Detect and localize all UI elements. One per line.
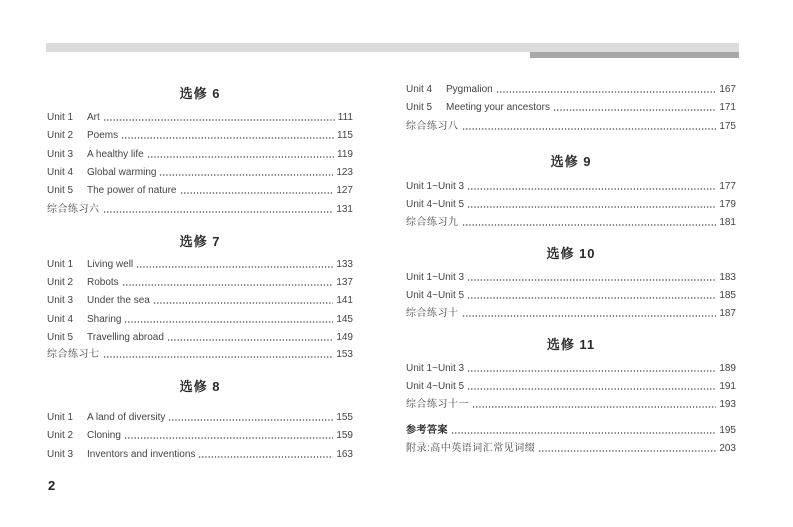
section-heading-elective-6: 选修 6 — [179, 86, 221, 101]
unit-label: Unit 4 — [406, 84, 433, 95]
toc-entry-review[interactable] — [406, 307, 736, 321]
toc-entry[interactable] — [47, 429, 353, 443]
entry-title: Cloning — [87, 430, 121, 441]
entry-title: Unit 1~Unit 3 — [406, 363, 465, 374]
toc-entry[interactable] — [47, 148, 353, 162]
entry-title: 综合练习十一 — [406, 399, 469, 410]
entry-title: Sharing — [87, 314, 122, 325]
unit-label: Unit 2 — [47, 277, 74, 288]
leader-dots — [467, 279, 716, 281]
section-heading-elective-7: 选修 7 — [179, 234, 221, 249]
page-ref: 193 — [719, 399, 736, 410]
toc-entry-answers[interactable] — [406, 424, 736, 438]
page-ref: 127 — [336, 185, 353, 196]
leader-dots — [462, 315, 717, 317]
page-ref: 171 — [719, 102, 736, 113]
unit-label: Unit 4 — [47, 314, 74, 325]
leader-dots — [467, 297, 716, 299]
toc-entry[interactable] — [406, 271, 736, 285]
page-ref: 119 — [337, 149, 353, 160]
unit-label: Unit 1 — [47, 412, 74, 423]
toc-entry[interactable] — [47, 411, 353, 425]
entry-title: Unit 4~Unit 5 — [406, 290, 465, 301]
entry-title: Inventors and inventions — [87, 449, 196, 460]
page-ref: 177 — [719, 181, 736, 192]
entry-title: Meeting your ancestors — [446, 102, 550, 113]
leader-dots — [553, 109, 716, 111]
toc-entry-review[interactable] — [406, 120, 736, 134]
leader-dots — [467, 206, 716, 208]
toc-entry[interactable] — [47, 294, 353, 308]
toc-entry-review[interactable] — [406, 216, 736, 230]
section-heading-elective-11: 选修 11 — [546, 337, 596, 352]
leader-dots — [121, 137, 334, 139]
toc-entry[interactable] — [47, 111, 353, 125]
leader-dots — [467, 188, 716, 190]
entry-title: Pygmalion — [446, 84, 493, 95]
entry-title: A land of diversity — [87, 412, 166, 423]
toc-entry[interactable] — [47, 166, 353, 180]
unit-label: Unit 3 — [47, 449, 74, 460]
page-ref: 187 — [719, 308, 736, 319]
page-ref: 123 — [336, 167, 353, 178]
entry-title: Unit 4~Unit 5 — [406, 381, 465, 392]
leader-dots — [451, 432, 716, 434]
toc-entry[interactable] — [406, 289, 736, 303]
toc-entry[interactable] — [47, 313, 353, 327]
page-ref: 133 — [336, 259, 353, 270]
leader-dots — [103, 211, 334, 213]
page-ref: 115 — [337, 130, 353, 141]
leader-dots — [467, 388, 716, 390]
entry-title: 综合练习七 — [47, 349, 100, 360]
entry-title: Art — [87, 112, 100, 123]
leader-dots — [180, 192, 334, 194]
section-heading-elective-8: 选修 8 — [179, 379, 221, 394]
page-ref: 131 — [336, 204, 353, 215]
unit-label: Unit 4 — [47, 167, 74, 178]
page-ref: 181 — [719, 217, 736, 228]
leader-dots — [103, 119, 335, 121]
page-ref: 141 — [336, 295, 353, 306]
section-heading-elective-10: 选修 10 — [546, 246, 596, 261]
page-ref: 149 — [336, 332, 353, 343]
leader-dots — [124, 321, 333, 323]
entry-title: Unit 1~Unit 3 — [406, 272, 465, 283]
entry-title: Robots — [87, 277, 119, 288]
entry-title: 参考答案 — [406, 425, 448, 436]
toc-entry[interactable] — [47, 129, 353, 143]
toc-entry[interactable] — [47, 258, 353, 272]
leader-dots — [103, 356, 334, 358]
toc-entry-appendix[interactable] — [406, 442, 736, 456]
page-ref: 195 — [719, 425, 736, 436]
toc-entry[interactable] — [47, 448, 353, 462]
toc-entry-review[interactable] — [406, 398, 736, 412]
toc-entry-review[interactable] — [47, 203, 353, 217]
entry-title: The power of nature — [87, 185, 177, 196]
entry-title: 附录:高中英语词汇常见词缀 — [406, 443, 536, 454]
entry-title: Under the sea — [87, 295, 150, 306]
toc-entry[interactable] — [406, 180, 736, 194]
entry-title: 综合练习十 — [406, 308, 459, 319]
page-ref: 155 — [336, 412, 353, 423]
page-number: 2 — [48, 478, 56, 493]
unit-label: Unit 3 — [47, 295, 74, 306]
unit-label: Unit 5 — [47, 332, 74, 343]
header-rule — [46, 43, 739, 52]
leader-dots — [467, 370, 716, 372]
section-heading-elective-9: 选修 9 — [550, 154, 592, 169]
page-ref: 185 — [719, 290, 736, 301]
unit-label: Unit 1 — [47, 259, 74, 270]
page-ref: 175 — [719, 121, 736, 132]
entry-title: A healthy life — [87, 149, 144, 160]
toc-entry[interactable] — [406, 83, 736, 97]
toc-entry[interactable] — [406, 101, 736, 115]
page-ref: 163 — [336, 449, 353, 460]
toc-entry[interactable] — [47, 184, 353, 198]
leader-dots — [496, 91, 717, 93]
leader-dots — [472, 406, 716, 408]
leader-dots — [122, 284, 334, 286]
toc-entry[interactable] — [406, 380, 736, 394]
leader-dots — [159, 174, 333, 176]
page-ref: 159 — [336, 430, 353, 441]
leader-dots — [462, 128, 717, 130]
header-rule-accent — [530, 52, 739, 58]
page-ref: 183 — [719, 272, 736, 283]
entry-title: Unit 4~Unit 5 — [406, 199, 465, 210]
entry-title: Poems — [87, 130, 119, 141]
leader-dots — [538, 450, 716, 452]
entry-title: 综合练习八 — [406, 121, 459, 132]
page-ref: 179 — [719, 199, 736, 210]
page-ref: 191 — [719, 381, 736, 392]
unit-label: Unit 5 — [406, 102, 433, 113]
entry-title: 综合练习九 — [406, 217, 459, 228]
leader-dots — [167, 339, 333, 341]
unit-label: Unit 2 — [47, 430, 74, 441]
leader-dots — [462, 224, 717, 226]
unit-label: Unit 2 — [47, 130, 74, 141]
page-ref: 145 — [336, 314, 353, 325]
leader-dots — [153, 302, 333, 304]
toc-entry[interactable] — [47, 331, 353, 345]
entry-title: Unit 1~Unit 3 — [406, 181, 465, 192]
page-ref: 153 — [336, 349, 353, 360]
entry-title: Living well — [87, 259, 134, 270]
leader-dots — [168, 419, 333, 421]
page-ref: 203 — [719, 443, 736, 454]
entry-title: Global warming — [87, 167, 157, 178]
entry-title: 综合练习六 — [47, 204, 100, 215]
leader-dots — [124, 437, 333, 439]
leader-dots — [198, 456, 333, 458]
unit-label: Unit 3 — [47, 149, 74, 160]
leader-dots — [136, 266, 333, 268]
toc-entry[interactable] — [406, 362, 736, 376]
toc-entry-review[interactable] — [47, 348, 353, 362]
leader-dots — [147, 156, 334, 158]
page-ref: 189 — [719, 363, 736, 374]
page-ref: 167 — [719, 84, 736, 95]
toc-entry[interactable] — [406, 198, 736, 212]
toc-entry[interactable] — [47, 276, 353, 290]
unit-label: Unit 1 — [47, 112, 74, 123]
entry-title: Travelling abroad — [87, 332, 164, 343]
page-ref: 137 — [336, 277, 353, 288]
page-ref: 111 — [337, 112, 353, 123]
unit-label: Unit 5 — [47, 185, 74, 196]
